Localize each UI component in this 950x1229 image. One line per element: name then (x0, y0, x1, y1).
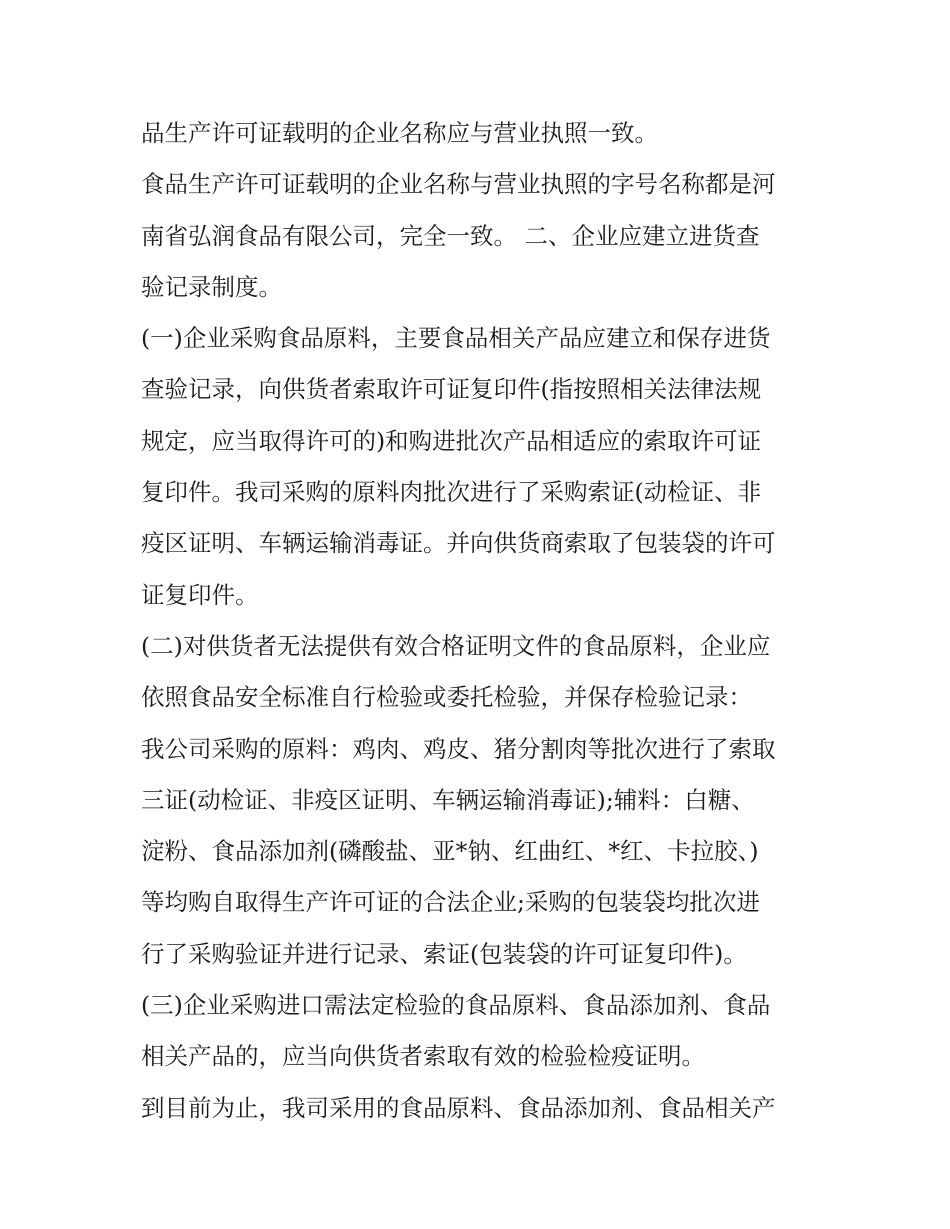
text-line: 到目前为止，我司采用的食品原料、食品添加剂、食品相关产 (141, 1093, 776, 1122)
text-line: (二)对供货者无法提供有效合格证明文件的食品原料，企业应 (141, 631, 771, 660)
text-line: 等均购自取得生产许可证的合法企业;采购的包装袋均批次进 (141, 888, 760, 917)
text-line: 食品生产许可证载明的企业名称与营业执照的字号名称都是河 (141, 170, 776, 199)
text-line: 验记录制度。 (141, 272, 282, 301)
text-line: 我公司采购的原料：鸡肉、鸡皮、猪分割肉等批次进行了索取 (141, 734, 776, 763)
text-line: 查验记录，向供货者索取许可证复印件(指按照相关法律法规 (141, 375, 762, 404)
text-line: 复印件。我司采购的原料肉批次进行了采购索证(动检证、非 (141, 478, 762, 507)
text-line: (一)企业采购食品原料，主要食品相关产品应建立和保存进货 (141, 324, 771, 353)
text-line: 相关产品的，应当向供货者索取有效的检验检疫证明。 (141, 1042, 705, 1071)
text-line: 证复印件。 (141, 580, 259, 609)
text-line: 疫区证明、车辆运输消毒证。并向供货商索取了包装袋的许可 (141, 529, 776, 558)
document-body (141, 108, 821, 1134)
text-line: (三)企业采购进口需法定检验的食品原料、食品添加剂、食品 (141, 991, 771, 1020)
text-line: 南省弘润食品有限公司，完全一致。 二、企业应建立进货查 (141, 221, 760, 250)
text-line: 规定，应当取得许可的)和购进批次产品相适应的索取许可证 (141, 426, 762, 455)
text-line: 行了采购验证并进行记录、索证(包装袋的许可证复印件)。 (141, 939, 747, 968)
text-line: 依照食品安全标准自行检验或委托检验，并保存检验记录： (141, 683, 752, 712)
text-line: 品生产许可证载明的企业名称应与营业执照一致。 (141, 119, 658, 147)
text-line: 淀粉、食品添加剂(磷酸盐、亚*钠、红曲红、*红、卡拉胶、) (141, 837, 759, 866)
text-line: 三证(动检证、非疫区证明、车辆运输消毒证);辅料：白糖、 (141, 785, 755, 814)
